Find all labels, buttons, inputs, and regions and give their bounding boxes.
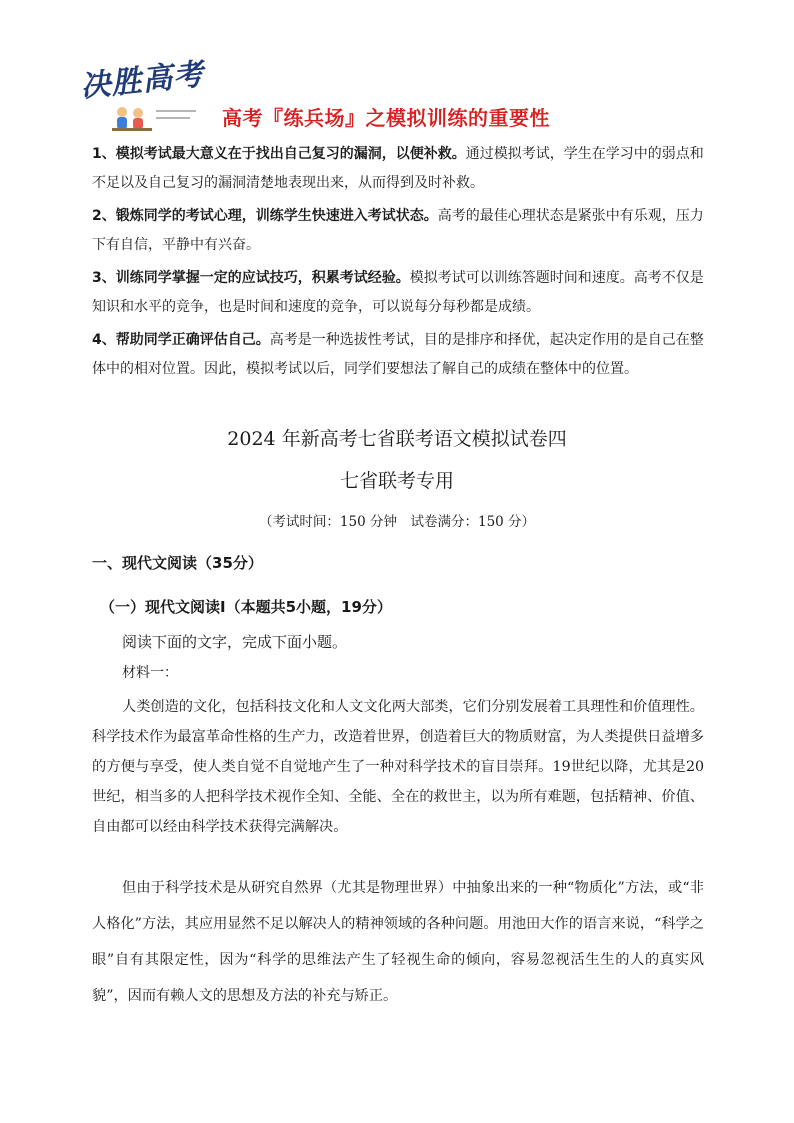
section-heading: 一、现代文阅读（35分）	[92, 554, 263, 572]
tip-4-text: 高考是一种选拔性考试，目的是排序和择优，起决定作用的是自己在整体中的相对位置。因此，模拟考试以后，同学们要想法了解自己的成绩在整体中的位置。	[92, 332, 704, 377]
passage-paragraph-1: 人类创造的文化，包括科技文化和人文文化两大部类，它们分别发展着工具理性和价值理性。科学技术作为最富革命性格的生产力，改造着世界，创造着巨大的物质财富，为人类提供日益增多的方便与享受，使人类自觉不自觉地产生了一种对科学技术的盲目崇拜。19世纪以降，尤其是20世纪，相当多的人把科学技术视作全知、全能、全在的救世主，以为所有难题，包括精神、价值、自由都可以经由科学技术获得完满解决。	[92, 699, 704, 835]
tip-2	[92, 202, 712, 260]
exam-subtitle: 七省联考专用	[339, 470, 454, 492]
exam-title: 2024 年新高考七省联考语文模拟试卷四	[227, 428, 567, 450]
tip-4-heading: 4、帮助同学正确评估自己。	[92, 332, 270, 348]
exam-meta: （考试时间：150 分钟 试卷满分：150 分）	[258, 514, 536, 530]
tip-3-text: 模拟考试可以训练答题时间和速度。高考不仅是知识和水平的竞争，也是时间和速度的竞争，可以说每分每秒都是成绩。	[92, 270, 704, 315]
tip-1	[92, 140, 712, 198]
reading-instruction: 阅读下面的文字，完成下面小题。	[122, 633, 348, 651]
promo-banner-title: 高考『练兵场』之模拟训练的重要性	[222, 106, 550, 130]
tip-3	[92, 264, 712, 322]
tip-1-heading: 1、模拟考试最大意义在于找出自己复习的漏洞，以便补救。	[92, 146, 466, 162]
material-label: 材料一：	[122, 665, 178, 681]
students-illustration-icon	[110, 100, 200, 134]
tip-3-heading: 3、训练同学掌握一定的应试技巧，积累考试经验。	[92, 270, 410, 286]
logo-text: 决胜高考	[78, 56, 206, 105]
tip-2-text: 高考的最佳心理状态是紧张中有乐观，压力下有自信，平静中有兴奋。	[92, 208, 704, 253]
brand-logo	[78, 56, 208, 140]
tip-4	[92, 326, 712, 384]
passage-paragraph-2: 但由于科学技术是从研究自然界（尤其是物理世界）中抽象出来的一种“物质化”方法，或“非人格化”方法，其应用显然不足以解决人的精神领域的各种问题。用池田大作的语言来说，“科学之眼”自有其限定性，因为“科学的思维法产生了轻视生命的倾向，容易忽视活生生的人的真实风貌”，因而有赖人文的思想及方法的补充与矫正。	[92, 880, 704, 1004]
tip-1-text: 通过模拟考试，学生在学习中的弱点和不足以及自己复习的漏洞清楚地表现出来，从而得到及时补救。	[92, 146, 704, 191]
tip-2-heading: 2、锻炼同学的考试心理，训练学生快速进入考试状态。	[92, 208, 438, 224]
subsection-heading: （一）现代文阅读Ⅰ（本题共5小题，19分）	[100, 598, 392, 616]
